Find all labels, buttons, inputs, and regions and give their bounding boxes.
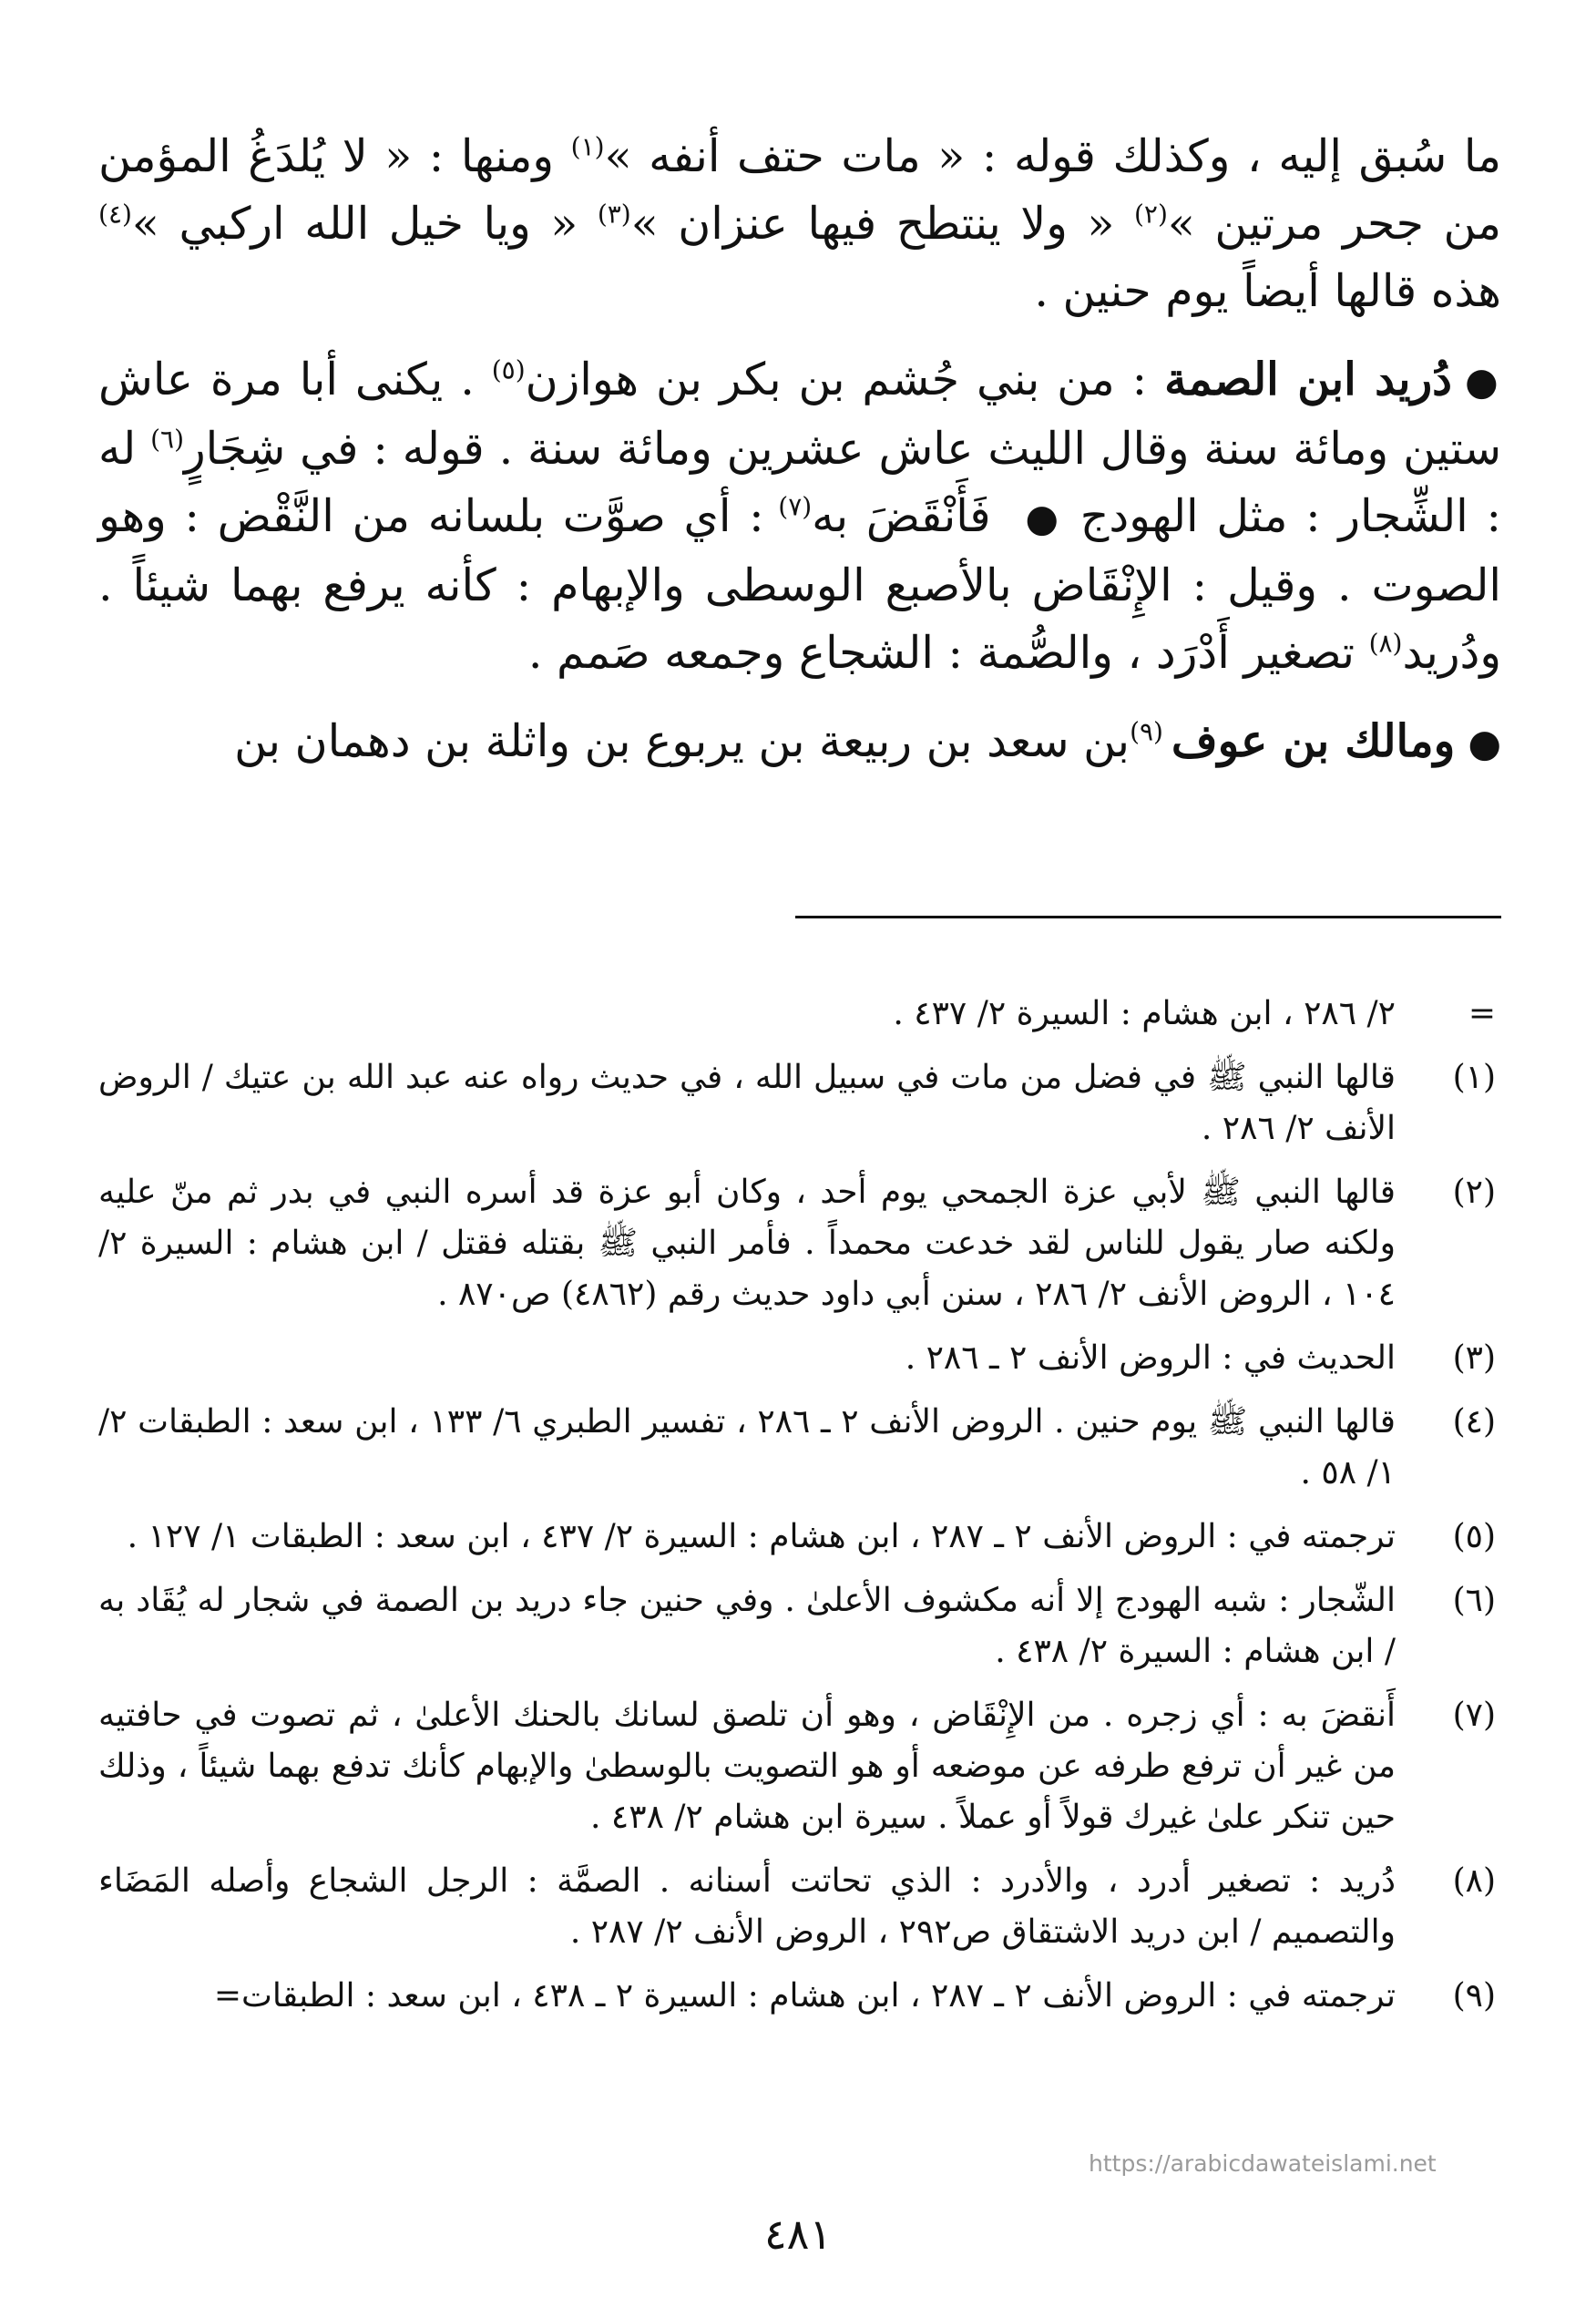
text-run: : أي صوَّت بلسانه من النَّقْض : وهو الصوت . وقيل : الإِنْقَاض بالأصبع الوسطى والإبهام : كأنه يرفع بهما شيئاً . ودُريد — [98, 490, 1501, 679]
footnote-number: (٦) — [1452, 1582, 1496, 1619]
entry-heading: دُريد ابن الصمة — [1164, 353, 1452, 405]
footnote-text: ترجمته في : الروض الأنف ٢ ـ ٢٨٧ ، ابن هشام : السيرة ٢/ ٤٣٧ ، ابن سعد : الطبقات ١/ ١٢٧ . — [127, 1518, 1396, 1555]
footnote-text: قالها النبي ﷺ يوم حنين . الروض الأنف ٢ ـ ٢٨٦ ، تفسير الطبري ٦/ ١٣٣ ، ابن سعد : الطبقات ٢/ ١/ ٥٨ . — [98, 1403, 1396, 1492]
text-run: هذه قالها أيضاً يوم حنين . — [1034, 265, 1501, 317]
entry-heading: ومالك بن عوف — [1171, 714, 1456, 767]
bullet-icon: ● — [1464, 359, 1501, 404]
footnote-text: قالها النبي ﷺ لأبي عزة الجمحي يوم أحد ، وكان أبو عزة قد أسره النبي في بدر ثم منّ عليه ولكنه صار يقول للناس لقد خدعت محمداً . فأمر النبي ﷺ بقتله فقتل / ابن هشام : السيرة ٢/ ١٠٤ ، الروض الأنف ٢/ ٢٨٦ ، سنن أبي داود حديث رقم (٤٨٦٢) ص٨٧٠ . — [98, 1174, 1396, 1313]
footnote-ref: (٨) — [1368, 628, 1403, 659]
text-run: فَأَنْقَضَ به — [812, 490, 1009, 542]
footnote-ref: (٦) — [150, 424, 185, 455]
footnote-divider — [795, 916, 1501, 918]
footnote-text: قالها النبي ﷺ في فضل من مات في سبيل الله ، في حديث رواه عنه عبد الله بن عتيك / الروض الأنف ٢/ ٢٨٦ . — [98, 1059, 1396, 1147]
footnote-number: (٥) — [1452, 1518, 1496, 1555]
text-run: بن سعد بن ربيعة بن يربوع بن واثلة بن دهمان بن — [234, 715, 1130, 767]
footnote-ref: (٩) — [1130, 716, 1171, 747]
bullet-icon: ● — [1468, 721, 1501, 765]
footnote-number: (٧) — [1452, 1697, 1496, 1734]
footnote-item — [98, 1575, 1501, 1677]
footnote-item — [98, 1856, 1501, 1958]
footnote-text: أَنقضَ به : أي زجره . من الإِنْقَاض ، وهو أن تلصق لسانك بالحنك الأعلىٰ ، ثم تصوت في حافتيه من غير أن ترفع طرفه عن موضعه أو هو التصويت بالوسطىٰ والإبهام كأنك تدفع بهما شيئاً ، وذلك حين تنكر علىٰ غيرك قولاً أو عملاً . سيرة ابن هشام ٢/ ٤٣٨ . — [98, 1697, 1396, 1836]
footnote-item — [98, 1052, 1501, 1154]
page-content — [98, 123, 1501, 2015]
footnote-number: (١) — [1452, 1059, 1496, 1096]
footnote-text: الشّجار : شبه الهودج إلا أنه مكشوف الأعلىٰ . وفي حنين جاء دريد بن الصمة في شجار له يُقَاد به / ابن هشام : السيرة ٢/ ٤٣٨ . — [98, 1582, 1396, 1670]
footnote-item — [98, 1397, 1501, 1499]
footnote-ref: (١) — [570, 131, 605, 162]
footnote-ref: (٥) — [491, 354, 526, 385]
footnote-text: دُريد : تصغير أدرد ، والأدرد : الذي تحاتت أسنانه . الصمَّة : الرجل الشجاع وأصله المَضَاء والتصميم / ابن دريد الاشتقاق ص٢٩٢ ، الروض الأنف ٢/ ٢٨٧ . — [98, 1862, 1396, 1951]
text-run: « ويا خيل الله اركبي » — [131, 198, 598, 250]
watermark-url: https://arabicdawateislami.net — [1089, 2150, 1437, 2177]
footnote-item — [98, 1690, 1501, 1843]
footnote-item — [98, 989, 1501, 1040]
footnote-text: ٢/ ٢٨٦ ، ابن هشام : السيرة ٢/ ٤٣٧ . — [893, 995, 1396, 1032]
footnote-text: الحديث في : الروض الأنف ٢ ـ ٢٨٦ . — [905, 1339, 1396, 1377]
page-number: ٤٨١ — [763, 2210, 833, 2259]
footnote-number: (٣) — [1452, 1339, 1496, 1377]
footnote-number: (٢) — [1452, 1174, 1496, 1211]
footnote-number: (٤) — [1452, 1403, 1496, 1441]
text-run: . يكنى أبا مرة عاش ستين ومائة سنة وقال الليث عاش عشرين ومائة سنة . قوله : في شِجَارٍ — [98, 354, 1501, 475]
footnote-number: (٩) — [1452, 1977, 1496, 2015]
footnote-ref: (٧) — [778, 491, 813, 522]
footnote-item — [98, 1971, 1501, 2022]
paragraph-2 — [98, 345, 1501, 687]
footnote-item — [98, 1512, 1501, 1563]
text-run: « ولا ينتطح فيها عنزان » — [630, 198, 1134, 250]
footnote-ref: (٢) — [1133, 199, 1168, 230]
bullet-icon: ● — [1021, 496, 1063, 540]
footnote-text: ترجمته في : الروض الأنف ٢ ـ ٢٨٧ ، ابن هشام : السيرة ٢ ـ ٤٣٨ ، ابن سعد : الطبقات= — [213, 1977, 1396, 2015]
text-run: له : الشِّجار : مثل الهودج — [98, 423, 1501, 542]
footnotes — [98, 989, 1501, 2035]
footnote-ref: (٤) — [98, 199, 132, 230]
text-run: ومنها : « لا يُلدَغُ المؤمن من جحر مرتين » — [98, 130, 1501, 250]
paragraph-1 — [98, 123, 1501, 325]
footnote-number: (٨) — [1452, 1862, 1496, 1900]
text-run: تصغير أَدْرَد ، والصُّمة : الشجاع وجمعه صَمم . — [527, 627, 1369, 679]
footnote-ref: (٣) — [597, 199, 631, 230]
footnote-item — [98, 1333, 1501, 1384]
main-text — [98, 123, 1501, 777]
text-run: : من بني جُشم بن بكر بن هوازن — [525, 354, 1165, 405]
footnote-item — [98, 1167, 1501, 1320]
footnote-number: = — [1468, 995, 1496, 1032]
paragraph-3 — [98, 707, 1501, 777]
text-run: ما سُبق إليه ، وكذلك قوله : « مات حتف أنفه » — [604, 130, 1501, 182]
